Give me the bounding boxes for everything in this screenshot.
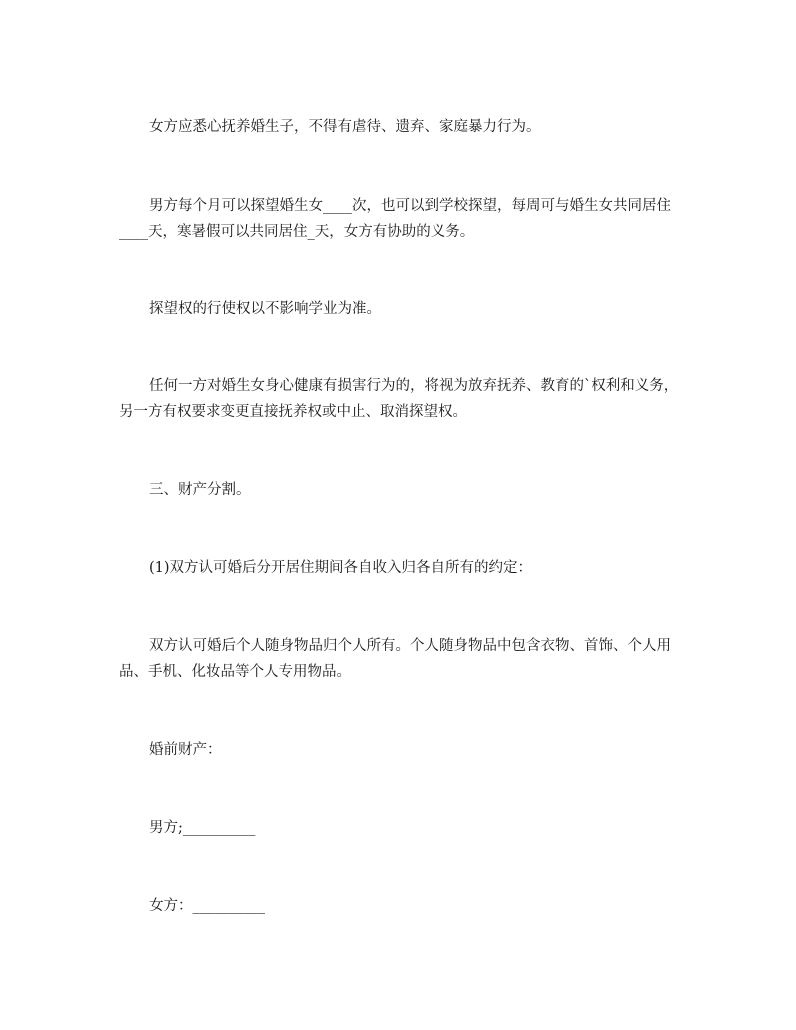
field-female-party: 女方：__________ [149, 898, 265, 914]
section-heading-property-division: 三、财产分割。 [149, 482, 251, 498]
paragraph-harm-clause: 任何一方对婚生女身心健康有损害行为的，将视为放弃抚养、教育的`权利和义务，另一方有权要求变更直接抚养权或中止、取消探望权。 [119, 378, 679, 420]
paragraph-income-agreement: (1)双方认可婚后分开居住期间各自收入归各自所有的约定： [149, 560, 533, 576]
paragraph-personal-belongings: 双方认可婚后个人随身物品归个人所有。个人随身物品中包含衣物、首饰、个人用品、手机、化妆品等个人专用物品。 [119, 638, 671, 680]
paragraph-visitation-limit: 探望权的行使权以不影响学业为准。 [149, 301, 381, 317]
label-premarital-property: 婚前财产： [149, 742, 222, 758]
field-male-party: 男方;__________ [149, 820, 256, 836]
paragraph-custody-duty: 女方应悉心抚养婚生子，不得有虐待、遗弃、家庭暴力行为。 [149, 119, 541, 135]
paragraph-visitation-schedule: 男方每个月可以探望婚生女____次，也可以到学校探望，每周可与婚生女共同居住____天，寒暑假可以共同居住_天，女方有协助的义务。 [119, 198, 671, 240]
